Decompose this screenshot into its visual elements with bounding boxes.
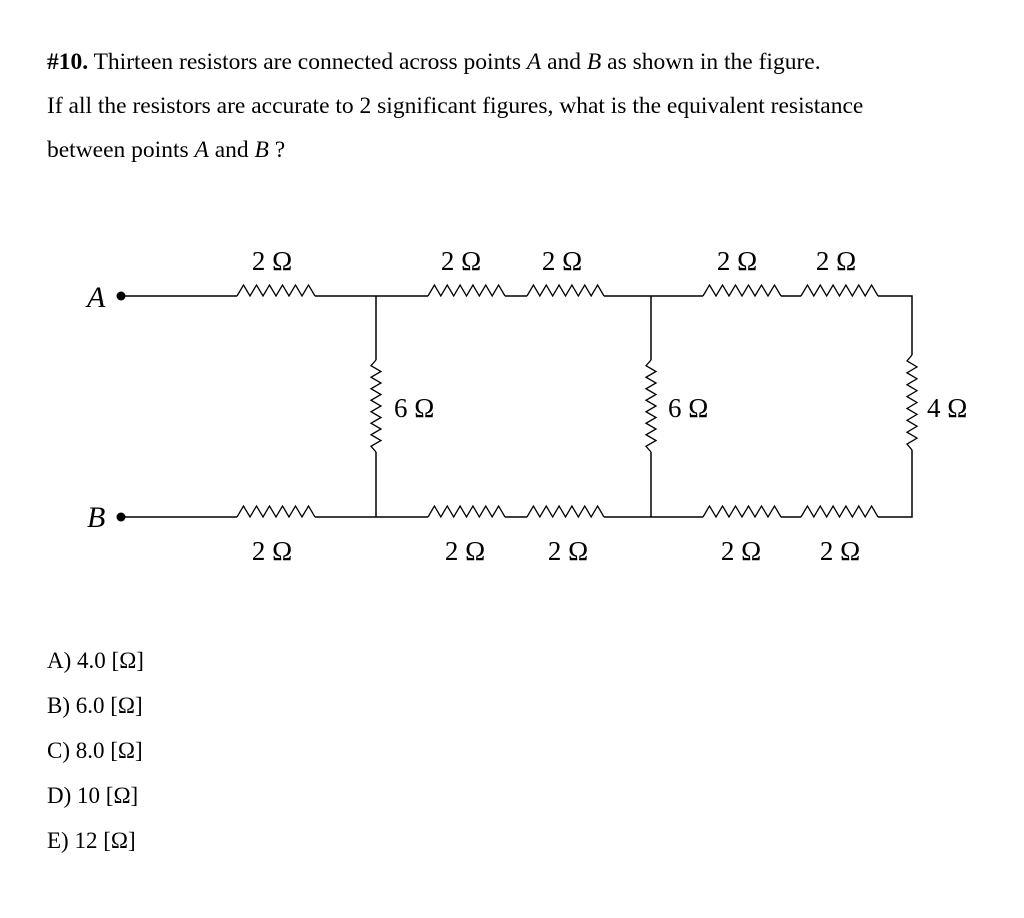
choice-value: 8.0 xyxy=(75,738,105,763)
circuit-wires xyxy=(121,296,912,517)
point-b-ref: B xyxy=(586,49,602,75)
choice-unit: [Ω] xyxy=(105,783,139,808)
resistor-label-top-4: 2 Ω xyxy=(716,246,758,276)
resistor-top-4[interactable] xyxy=(703,285,781,296)
resistor-label-top-5: 2 Ω xyxy=(815,246,857,276)
resistor-shunt-3[interactable] xyxy=(907,355,917,450)
question-number: #10. xyxy=(47,49,89,75)
choice-value: 6.0 xyxy=(75,693,105,718)
resistor-label-bottom-1: 2 Ω xyxy=(251,536,293,566)
resistor-label-shunt-2: 6 Ω xyxy=(668,393,709,423)
point-b-ref: B xyxy=(254,137,269,163)
choice-unit: [Ω] xyxy=(103,828,136,853)
choice-value: 12 xyxy=(74,828,98,853)
terminal-a-label: A xyxy=(87,281,106,314)
choice-d[interactable] xyxy=(47,773,447,818)
point-a-ref: A xyxy=(194,137,209,163)
choice-unit: [Ω] xyxy=(110,738,143,763)
resistor-top-5[interactable] xyxy=(801,285,878,296)
wire-top-f xyxy=(878,296,912,355)
circuit-resistors xyxy=(237,285,917,517)
resistor-top-1[interactable] xyxy=(237,285,315,296)
choice-letter: C) xyxy=(47,738,70,763)
resistor-bottom-3[interactable] xyxy=(527,506,604,517)
choice-letter: A) xyxy=(47,648,72,673)
choice-unit: [Ω] xyxy=(111,648,144,673)
choice-letter: B) xyxy=(47,693,70,718)
choice-e[interactable] xyxy=(47,818,447,863)
point-a-ref: A xyxy=(526,49,542,75)
choice-letter: D) xyxy=(47,783,72,808)
answer-choices xyxy=(47,638,447,863)
resistor-bottom-2[interactable] xyxy=(428,506,505,517)
question-line-2: If all the resistors are accurate to 2 significant figures, what is the equivalent resistance xyxy=(47,93,864,119)
choice-b[interactable] xyxy=(47,683,447,728)
resistor-label-bottom-5: 2 Ω xyxy=(819,536,861,566)
resistor-top-3[interactable] xyxy=(527,285,604,296)
resistor-label-shunt-3: 4 Ω xyxy=(927,393,968,423)
terminal-b-label: B xyxy=(87,501,106,534)
resistor-bottom-4[interactable] xyxy=(703,506,781,517)
resistor-top-2[interactable] xyxy=(428,285,505,296)
resistor-label-shunt-1: 6 Ω xyxy=(394,393,435,423)
question-fragment: as shown in the figure. xyxy=(601,49,821,75)
choice-unit: [Ω] xyxy=(110,693,143,718)
resistor-label-top-3: 2 Ω xyxy=(541,246,583,276)
question-fragment: and xyxy=(208,137,255,163)
resistor-label-top-1: 2 Ω xyxy=(251,246,293,276)
resistor-label-top-2: 2 Ω xyxy=(440,246,482,276)
terminal-b-dot[interactable] xyxy=(117,513,126,522)
wire-bottom-f xyxy=(878,450,912,517)
resistor-shunt-2[interactable] xyxy=(646,360,656,452)
choice-value: 4.0 xyxy=(77,648,106,673)
question-fragment: Thirteen resistors are connected across points xyxy=(88,49,527,75)
resistor-bottom-5[interactable] xyxy=(801,506,878,517)
choice-letter: E) xyxy=(47,828,69,853)
question-fragment: and xyxy=(541,49,587,75)
resistor-bottom-1[interactable] xyxy=(237,506,315,517)
resistor-shunt-1[interactable] xyxy=(371,360,381,452)
terminal-a-dot[interactable] xyxy=(117,292,126,301)
circuit-labels xyxy=(252,246,967,566)
question-fragment: ? xyxy=(268,137,286,163)
choice-a[interactable] xyxy=(47,638,447,683)
choice-c[interactable] xyxy=(47,728,447,773)
resistor-label-bottom-2: 2 Ω xyxy=(444,536,486,566)
question-fragment: between points xyxy=(47,137,195,163)
resistor-label-bottom-3: 2 Ω xyxy=(547,536,589,566)
choice-value: 10 xyxy=(77,783,101,808)
resistor-label-bottom-4: 2 Ω xyxy=(720,536,762,566)
